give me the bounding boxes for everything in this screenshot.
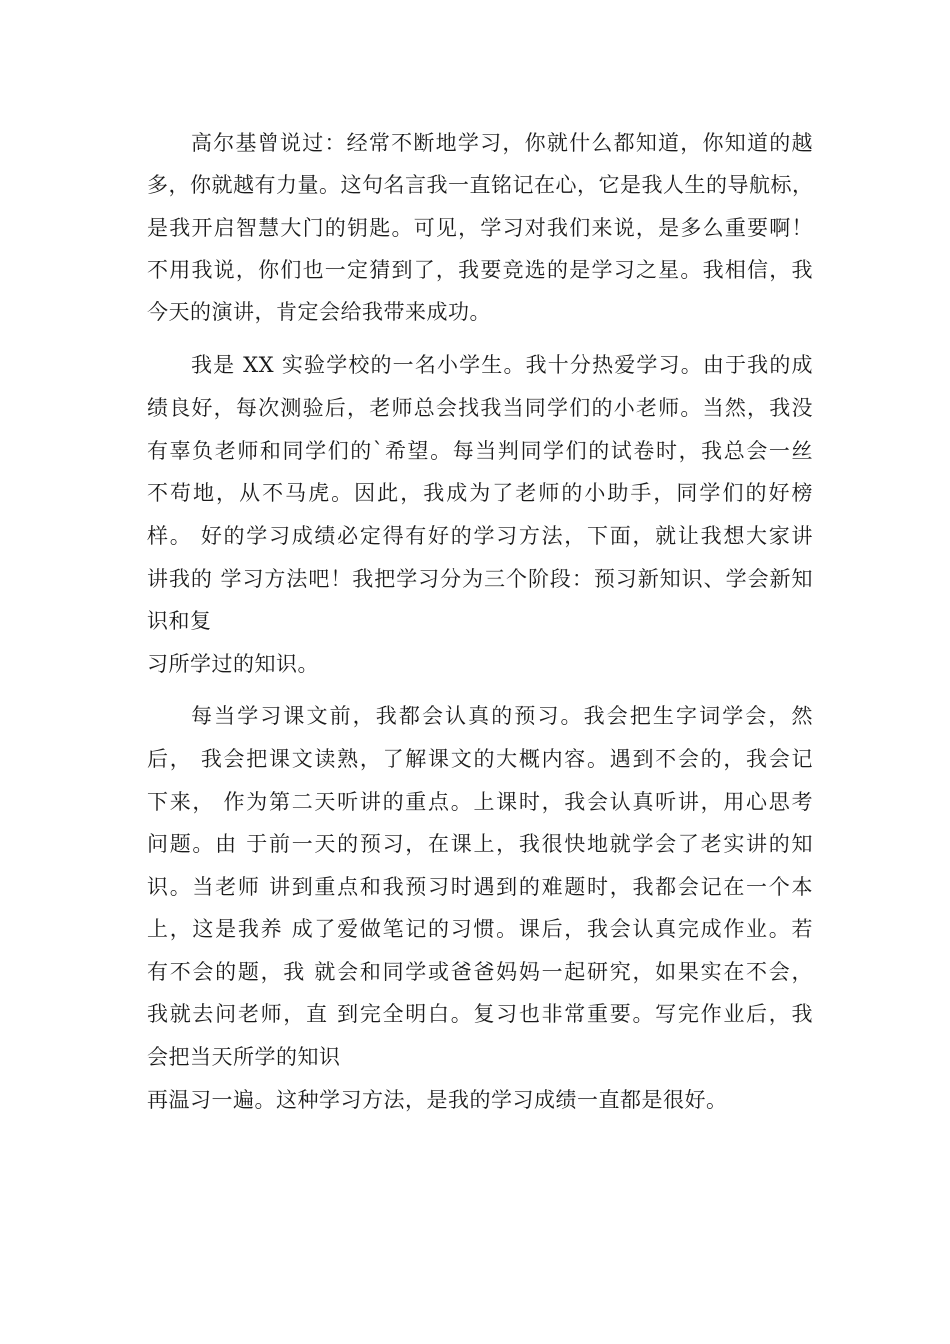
paragraph-2-line-7: 识和复 xyxy=(147,609,212,633)
paragraph-2-line-1: 我是 XX 实验学校的一名小学生。我十分热爱学习。由于我的成 xyxy=(191,353,813,377)
paragraph-3-line-3: 下来， 作为第二天听讲的重点。上课时，我会认真听讲，用心思考 xyxy=(147,790,813,814)
paragraph-3-line-10: 再温习一遍。这种学习方法，是我的学习成绩一直都是很好。 xyxy=(147,1088,728,1112)
paragraph-1-line-4: 不用我说，你们也一定猜到了，我要竞选的是学习之星。我相信，我 xyxy=(147,258,813,282)
paragraph-1-line-5: 今天的演讲，肯定会给我带来成功。 xyxy=(147,300,491,324)
paragraph-1-line-3: 是我开启智慧大门的钥匙。可见，学习对我们来说，是多么重要啊！ xyxy=(147,216,813,240)
paragraph-2-line-8: 习所学过的知识。 xyxy=(147,652,319,676)
paragraph-3-line-5: 识。当老师 讲到重点和我预习时遇到的难题时，我都会记在一个本 xyxy=(147,875,813,899)
paragraph-2-line-4: 不苟地，从不马虎。因此，我成为了老师的小助手，同学们的好榜 xyxy=(147,481,813,505)
paragraph-3-line-6: 上，这是我养 成了爱做笔记的习惯。课后，我会认真完成作业。若 xyxy=(147,917,813,941)
paragraph-3-line-4: 问题。由 于前一天的预习，在课上，我很快地就学会了老实讲的知 xyxy=(147,832,813,856)
paragraph-3-line-9: 会把当天所学的知识 xyxy=(147,1045,341,1069)
paragraph-3-line-2: 后， 我会把课文读熟，了解课文的大概内容。遇到不会的，我会记 xyxy=(147,747,813,771)
paragraph-2-line-2: 绩良好，每次测验后，老师总会找我当同学们的小老师。当然，我没 xyxy=(147,396,813,420)
paragraph-1-line-2: 多，你就越有力量。这句名言我一直铭记在心，它是我人生的导航标， xyxy=(147,173,813,197)
paragraph-1-line-1: 高尔基曾说过：经常不断地学习，你就什么都知道，你知道的越 xyxy=(191,131,813,155)
paragraph-2-line-5: 样。 好的学习成绩必定得有好的学习方法，下面，就让我想大家讲 xyxy=(147,524,813,548)
paragraph-3-line-1: 每当学习课文前，我都会认真的预习。我会把生字词学会，然 xyxy=(191,704,813,728)
paragraph-3-line-8: 我就去问老师，直 到完全明白。复习也非常重要。写完作业后，我 xyxy=(147,1002,813,1026)
paragraph-2-line-6: 讲我的 学习方法吧！我把学习分为三个阶段：预习新知识、学会新知 xyxy=(147,567,813,591)
paragraph-2-line-3: 有辜负老师和同学们的`希望。每当判同学们的试卷时，我总会一丝 xyxy=(147,439,813,463)
paragraph-3-line-7: 有不会的题，我 就会和同学或爸爸妈妈一起研究，如果实在不会， xyxy=(147,960,813,984)
